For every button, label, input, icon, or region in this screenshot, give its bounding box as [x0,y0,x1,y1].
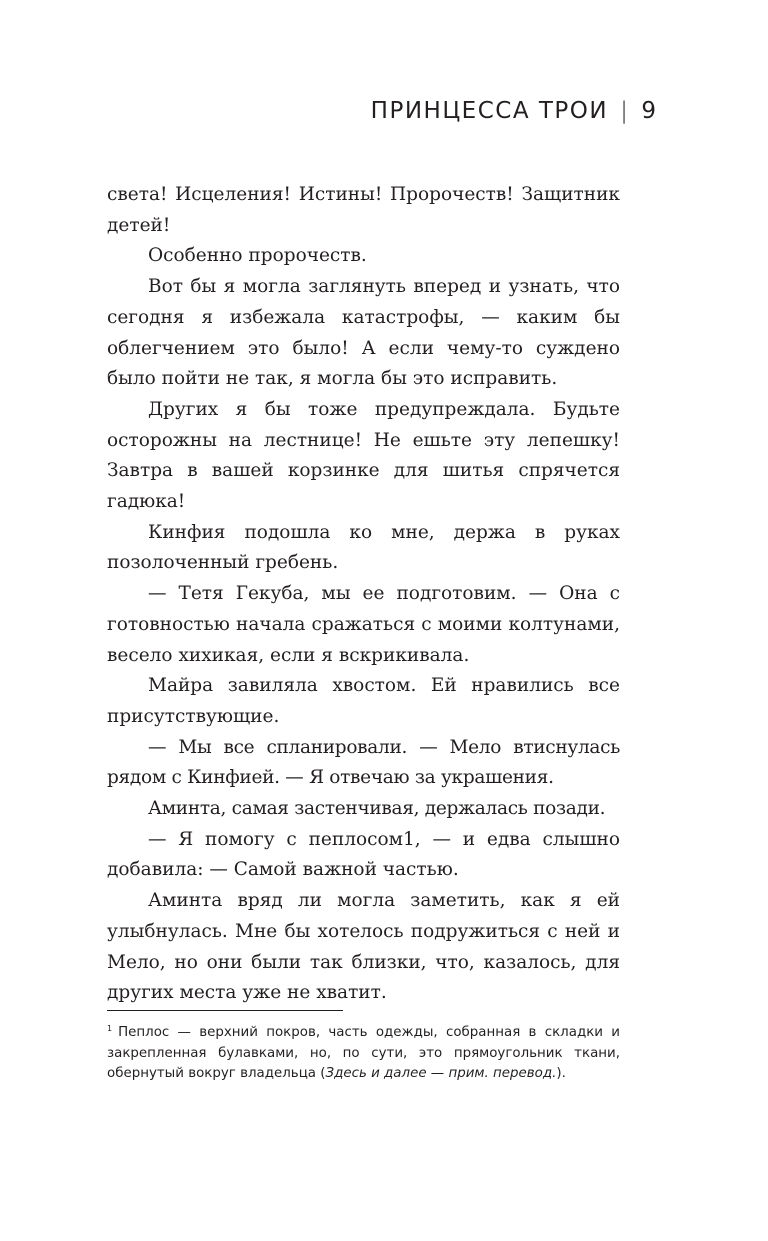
paragraph: Майра завиляла хвостом. Ей нравились все присутствующие. [107,675,620,727]
paragraph: Кинфия подошла ко мне, держа в руках позолоченный гребень. [107,521,620,574]
paragraph: Аминта вряд ли могла заметить, как я ей улыбнулась. Мне бы хотелось подружиться с ней и Мело, но они были так близки, что, казалось, для других места уже не хватит. [107,890,620,1004]
book-title: ПРИНЦЕССА ТРОИ [370,98,609,124]
paragraph: Других я бы тоже предупреждала. Будьте осторожны на лестнице! Не ешьте эту лепешку! Завтра в вашей корзинке для шитья спрячется гадюка! [107,398,620,513]
footnote [107,1023,620,1085]
header-separator: | [620,98,630,124]
paragraph: — Мы все спланировали. — Мело втиснулась рядом с Кинфией. — Я отвечаю за украшения. [107,736,620,789]
paragraph: света! Исцеления! Истины! Пророчеств! Защитник детей! [107,184,620,236]
paragraph: — Тетя Гекуба, мы ее подготовим. — Она с готовностью начала сражаться с моими колтунами, весело хихикая, если я вскрикивала. [107,583,620,666]
paragraph: Аминта, самая застенчивая, держалась позади. [148,798,606,820]
footnote-divider [107,1010,343,1011]
footnote-tail: ). [556,1066,566,1081]
footnote-italic-note: Здесь и далее — прим. перевод. [325,1066,557,1081]
running-head [371,98,656,124]
footnote-marker: 1 [107,1023,113,1033]
footnote-text: Пеплос — верхний покров, часть одежды, собранная в складки и закрепленная булавками, но, по сути, это прямоугольник ткани, обернутый вокруг владельца ( [107,1025,620,1081]
paragraph: Вот бы я могла заглянуть вперед и узнать, что сегодня я избежала катастрофы, — каким бы облегчением это было! А если чему-то суждено было пойти не так, я могла бы это исправить. [107,276,620,390]
paragraph: — Я помогу с пеплосом1, — и едва слышно добавила: — Самой важной частью. [107,828,620,881]
paragraph: Особенно пророчеств. [148,245,367,267]
body-text [107,180,620,1009]
page-number: 9 [641,98,656,124]
